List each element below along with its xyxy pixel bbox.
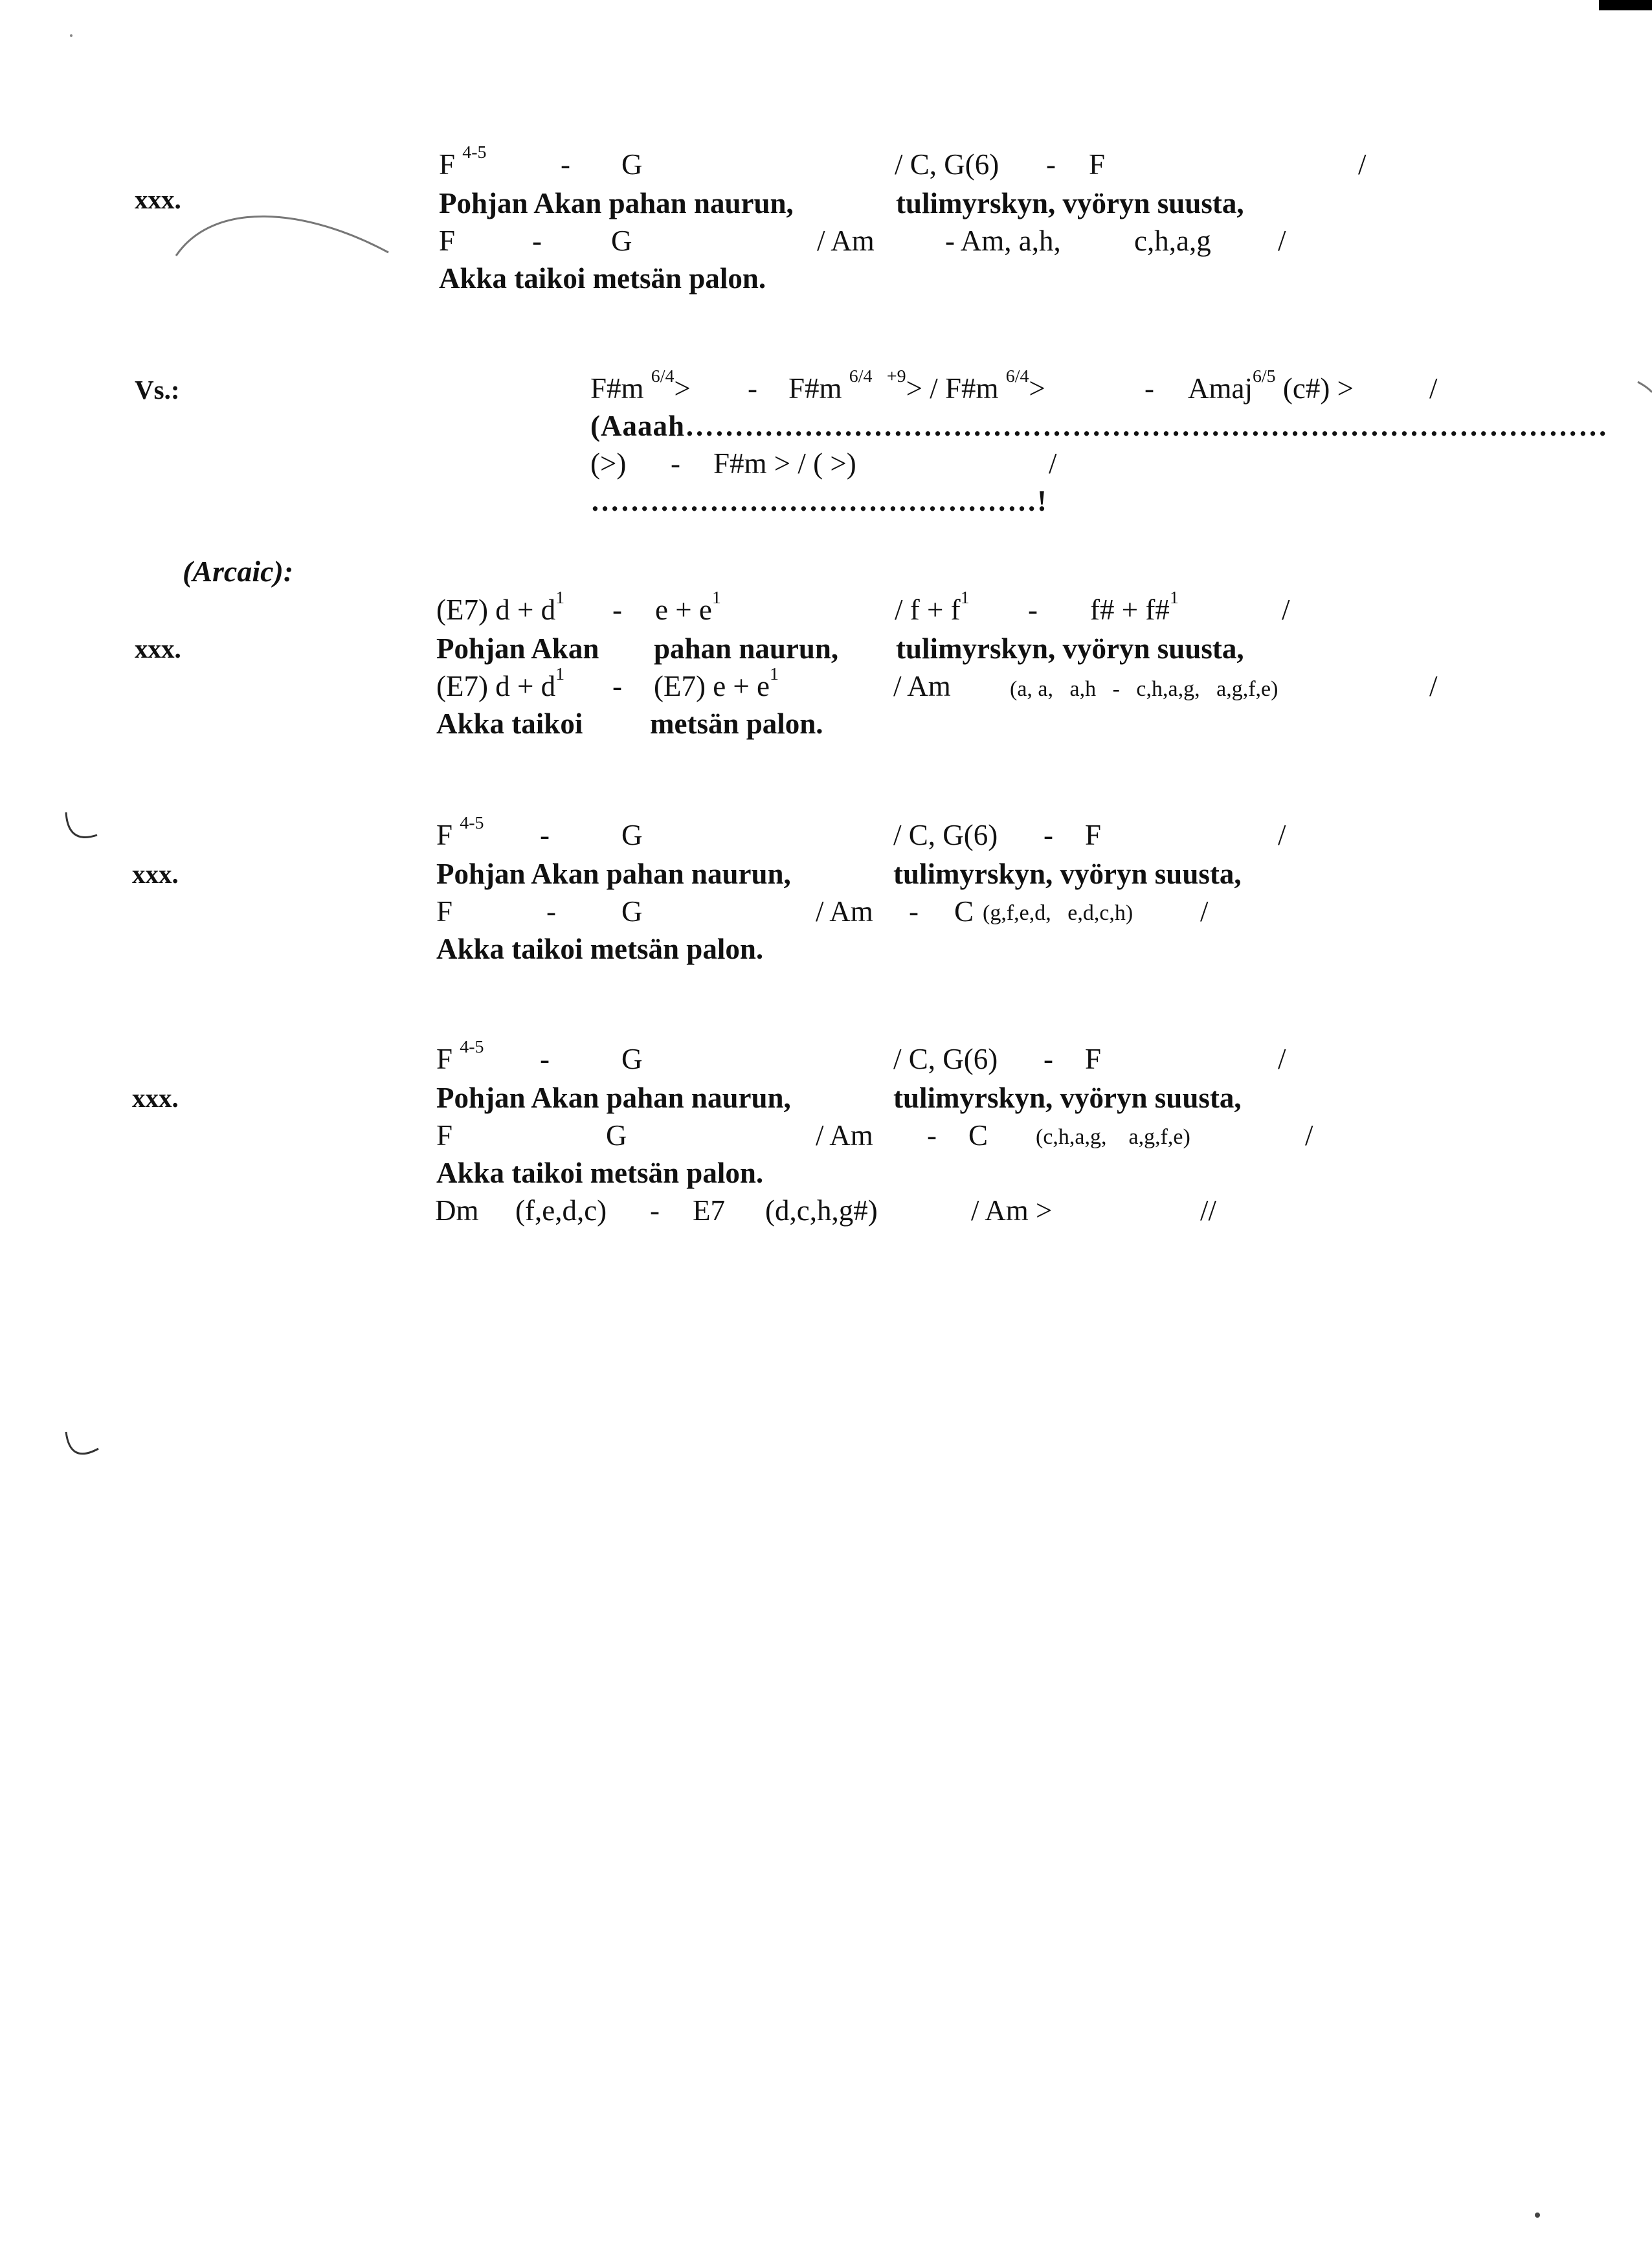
lyric-line: Pohjan Akan pahan naurun, xyxy=(436,858,791,890)
lyric-line: (Aaaah………………………………………………………………………………… xyxy=(590,410,1609,442)
chord-am: / Am > xyxy=(971,1194,1053,1227)
chord-notes: c,h,a,g xyxy=(1134,225,1211,257)
bar-line: / xyxy=(1429,372,1438,405)
lyric-line: Akka taikoi metsän palon. xyxy=(436,1157,764,1189)
chord-line: $e + e^1$ xyxy=(655,587,721,626)
chord-f: F xyxy=(1085,1043,1102,1075)
chord-g: G xyxy=(621,148,643,181)
chord-line: (E7) $d + d^1$ xyxy=(436,587,565,626)
chord-g: G xyxy=(621,895,643,928)
pencil-stroke xyxy=(66,1432,98,1454)
bar-line: / xyxy=(1278,225,1286,257)
lyric-line: Pohjan Akan pahan naurun, xyxy=(436,1082,791,1114)
section-label: xxx. xyxy=(135,634,181,663)
bar-line: / xyxy=(1200,895,1209,928)
chord-notes: (f,e,d,c) xyxy=(515,1194,607,1227)
pencil-stroke xyxy=(176,216,388,256)
chord-dash: - xyxy=(532,225,542,257)
chord-dash: - xyxy=(650,1194,660,1227)
chord-bar: / C, G(6) xyxy=(893,1043,998,1075)
chord-line: F#m $^{6/4}$> xyxy=(590,366,691,405)
chord-line: F#m $^{6/4}$ $^{+9}$> / F#m $^{6/4}$> xyxy=(788,366,1045,405)
bar-line: / xyxy=(1429,670,1438,702)
lyric-line: Akka taikoi xyxy=(436,708,583,740)
chord-notes: - Am, a,h, xyxy=(945,225,1061,257)
chord-am: / Am xyxy=(816,1119,873,1152)
chord-g: G xyxy=(621,819,643,851)
chord-dash: - xyxy=(1046,148,1056,181)
bar-line: / xyxy=(1278,1043,1286,1075)
chord-dash: - xyxy=(1144,372,1154,405)
chord-dash: - xyxy=(540,819,550,851)
chord-notes: (c,h,a,g, a,g,f,e) xyxy=(1036,1125,1190,1149)
chord-f: F xyxy=(436,1119,453,1152)
chord-c: C xyxy=(954,895,974,928)
chord-am: / Am xyxy=(816,895,873,928)
chord-dash: - xyxy=(1028,594,1038,626)
chord-line: f# + f#$^1$ xyxy=(1090,587,1179,626)
lyric-line: metsän palon. xyxy=(650,708,823,740)
lyric-line: Pohjan Akan xyxy=(436,632,599,665)
chord-notes: (d,c,h,g#) xyxy=(765,1194,878,1227)
speck xyxy=(70,34,73,37)
chord-f: F xyxy=(439,225,456,257)
chord-dash: - xyxy=(540,1043,550,1075)
section-label: (Arcaic): xyxy=(183,555,294,588)
chord-g: G xyxy=(621,1043,643,1075)
bar-line: / xyxy=(1049,447,1057,480)
lyric-line: tulimyrskyn, vyöryn suusta, xyxy=(893,1082,1242,1114)
lyric-line: Akka taikoi metsän palon. xyxy=(439,262,766,295)
chord-line: (E7) $e + e^1$ xyxy=(654,663,779,702)
chord-dash: - xyxy=(909,895,919,928)
chord-f: F xyxy=(1089,148,1106,181)
chord-dash: - xyxy=(748,372,757,405)
speck xyxy=(1535,2213,1540,2218)
chord-line: (>) xyxy=(590,447,627,480)
chord-dash: - xyxy=(612,594,622,626)
lyric-line: pahan naurun, xyxy=(654,632,839,665)
lyric-line: tulimyrskyn, vyöryn suusta, xyxy=(896,187,1244,219)
chord-dash: - xyxy=(1044,819,1053,851)
chord-dash: - xyxy=(671,447,680,480)
chord-line: / $f + f^1$ xyxy=(895,587,970,626)
bar-line: / xyxy=(1358,148,1367,181)
chord-dash: - xyxy=(546,895,556,928)
chord-am: / Am xyxy=(817,225,875,257)
chord-g: G xyxy=(606,1119,627,1152)
chord-e7: E7 xyxy=(693,1194,725,1227)
chord-bar: / C, G(6) xyxy=(893,819,998,851)
lyric-line: Pohjan Akan pahan naurun, xyxy=(439,187,794,219)
section-label: xxx. xyxy=(132,1083,179,1113)
chord-bar: / C, G(6) xyxy=(895,148,999,181)
chord-line: F#m > / ( >) xyxy=(713,447,856,480)
chord-dash: - xyxy=(927,1119,937,1152)
pencil-stroke xyxy=(1638,382,1652,392)
chord-f: F $^{4-5}$ xyxy=(436,1036,484,1075)
chord-g: G xyxy=(611,225,632,257)
chord-dash: - xyxy=(612,670,622,702)
chord-f: F xyxy=(1085,819,1102,851)
chord-f: F xyxy=(436,895,453,928)
lyric-line: tulimyrskyn, vyöryn suusta, xyxy=(896,632,1244,665)
chord-line: (E7) $d + d^1$ xyxy=(436,663,565,702)
chord-c: C xyxy=(968,1119,988,1152)
bar-line: / xyxy=(1278,819,1286,851)
bar-line: / xyxy=(1305,1119,1313,1152)
scan-edge-mark xyxy=(1599,0,1652,10)
lyric-line: tulimyrskyn, vyöryn suusta, xyxy=(893,858,1242,890)
lyric-line: Akka taikoi metsän palon. xyxy=(436,933,764,965)
chord-f: F $^{4-5}$ xyxy=(436,812,484,851)
chord-f: F $^{4-5}$ xyxy=(439,142,487,181)
chord-notes: (a, a, a,h - c,h,a,g, a,g,f,e) xyxy=(1010,677,1278,701)
section-label: Vs.: xyxy=(135,375,180,405)
chord-dash: - xyxy=(561,148,570,181)
bar-line: / xyxy=(1282,594,1290,626)
lyric-line: ………………………………………! xyxy=(590,485,1047,517)
section-label: xxx. xyxy=(135,184,181,214)
end-bar: // xyxy=(1200,1194,1217,1227)
pencil-stroke xyxy=(66,812,97,837)
chord-dm: Dm xyxy=(435,1194,479,1227)
chord-dash: - xyxy=(1044,1043,1053,1075)
chord-am: / Am xyxy=(893,670,951,702)
section-label: xxx. xyxy=(132,859,179,889)
chord-line: Amaj$^{6/5}$ (c#) > xyxy=(1188,366,1354,405)
chord-notes: (g,f,e,d, e,d,c,h) xyxy=(983,901,1133,925)
